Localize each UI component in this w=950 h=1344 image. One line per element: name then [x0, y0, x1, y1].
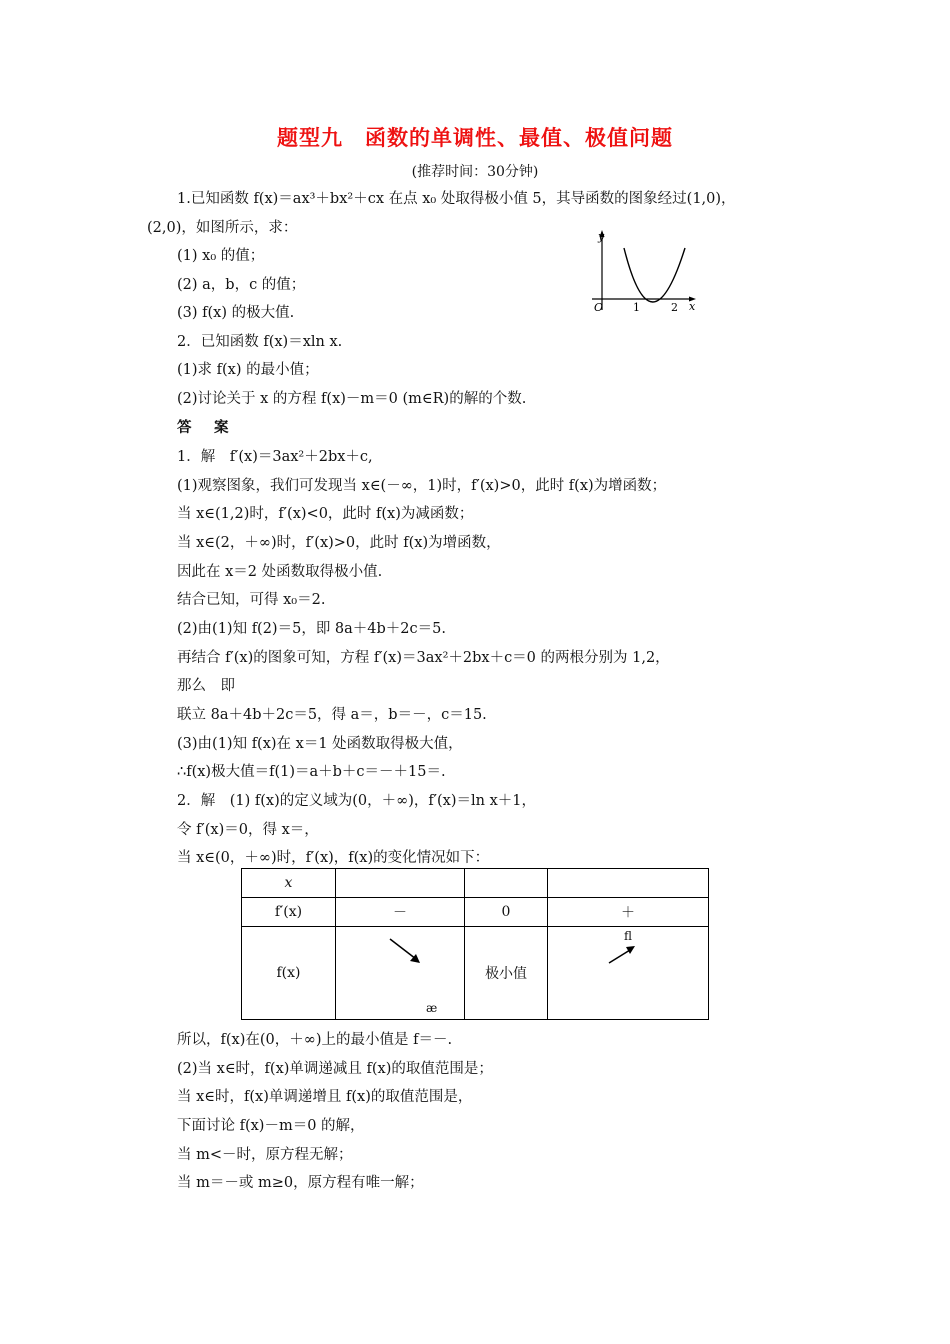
- table-cell: ＋: [548, 898, 709, 927]
- answer-1-line: 再结合 f′(x)的图象可知，方程 f′(x)＝3ax²＋2bx＋c＝0 的两根分别为 1,2，: [177, 650, 670, 666]
- answer-2-line: 当 m＝－或 m≥0，原方程有唯一解；: [177, 1175, 424, 1191]
- recommended-time: (推荐时间：30分钟): [411, 164, 539, 180]
- arrow-down-right-icon: [386, 935, 426, 969]
- graph-origin-label: O: [594, 301, 604, 314]
- problem-1-part: (3) f(x) 的极大值.: [177, 305, 295, 321]
- table-cell: x: [242, 869, 336, 898]
- table-cell: [465, 869, 548, 898]
- answer-2-line: 令 f′(x)＝0，得 x＝，: [177, 822, 319, 838]
- problem-1-line: 1.已知函数 f(x)＝ax³＋bx²＋cx 在点 x₀ 处取得极小值 5，其导函数的图象经过(1,0)，: [177, 191, 736, 207]
- problem-1-part: (2) a，b，c 的值；: [177, 277, 306, 293]
- arrow-up-right-icon: [606, 941, 638, 967]
- table-cell: [548, 927, 709, 1020]
- answer-1-line: 结合已知，可得 x₀＝2.: [177, 592, 326, 608]
- problem-2-part: (1)求 f(x) 的最小值；: [177, 362, 319, 378]
- answer-1-line: 因此在 x＝2 处函数取得极小值.: [177, 564, 383, 580]
- table-row: [242, 898, 709, 927]
- up-symbol: fl: [624, 929, 633, 943]
- answer-2-line: 当 x∈时，f(x)单调递增且 f(x)的取值范围是，: [177, 1089, 473, 1105]
- variation-table: [241, 868, 709, 1020]
- graph-x-label: x: [689, 300, 696, 313]
- answer-2-line: 下面讨论 f(x)－m＝0 的解，: [177, 1118, 365, 1134]
- answer-1-line: 那么 即: [177, 678, 235, 694]
- table-cell: －: [336, 898, 465, 927]
- table-cell: [548, 869, 709, 898]
- problem-2-part: (2)讨论关于 x 的方程 f(x)－m＝0 (m∈R)的解的个数.: [177, 391, 527, 407]
- graph-y-label: y: [598, 230, 605, 243]
- page-title: 题型九 函数的单调性、最值、极值问题: [277, 126, 673, 150]
- graph-tick-2: 2: [671, 301, 678, 314]
- answer-2-line: 2．解 (1) f(x)的定义域为(0，＋∞)，f′(x)＝ln x＋1，: [177, 793, 536, 809]
- answer-2-line: 当 x∈(0，＋∞)时，f′(x)，f(x)的变化情况如下：: [177, 850, 490, 866]
- problem-1-line: (2,0)，如图所示，求：: [147, 220, 298, 236]
- down-symbol: æ: [426, 1001, 438, 1015]
- table-row: [242, 869, 709, 898]
- table-cell: [336, 869, 465, 898]
- answer-1-line: (3)由(1)知 f(x)在 x＝1 处函数取得极大值，: [177, 736, 463, 752]
- table-row: [242, 927, 709, 1020]
- answer-1-line: (1)观察图象，我们可发现当 x∈(－∞，1)时，f′(x)>0，此时 f(x)为增函数；: [177, 478, 667, 494]
- answer-1-line: 联立 8a＋4b＋2c＝5，得 a＝，b＝－，c＝15.: [177, 707, 487, 723]
- table-cell: 极小值: [465, 927, 548, 1020]
- answer-1-line: 当 x∈(1,2)时，f′(x)<0，此时 f(x)为减函数；: [177, 506, 474, 522]
- answer-1-line: ∴f(x)极大值＝f(1)＝a＋b＋c＝－＋15＝.: [177, 764, 446, 780]
- answer-1-line: (2)由(1)知 f(2)＝5，即 8a＋4b＋2c＝5.: [177, 621, 446, 637]
- answer-2-line: 所以，f(x)在(0，＋∞)上的最小值是 f＝－.: [177, 1032, 453, 1048]
- problem-2-line: 2．已知函数 f(x)＝xln x.: [177, 334, 343, 350]
- answer-2-line: 当 m<－时，原方程无解；: [177, 1147, 353, 1163]
- table-cell: [336, 927, 465, 1020]
- table-cell: f′(x): [242, 898, 336, 927]
- derivative-graph: [588, 226, 702, 318]
- table-cell: f(x): [242, 927, 336, 1020]
- answer-heading: 答 案: [177, 420, 233, 436]
- problem-1-part: (1) x₀ 的值；: [177, 248, 265, 264]
- answer-2-line: (2)当 x∈时，f(x)单调递减且 f(x)的取值范围是；: [177, 1061, 493, 1077]
- graph-tick-1: 1: [633, 301, 640, 314]
- answer-1-line: 当 x∈(2，＋∞)时，f′(x)>0，此时 f(x)为增函数，: [177, 535, 501, 551]
- answer-1-line: 1．解 f′(x)＝3ax²＋2bx＋c,: [177, 449, 373, 465]
- table-cell: 0: [465, 898, 548, 927]
